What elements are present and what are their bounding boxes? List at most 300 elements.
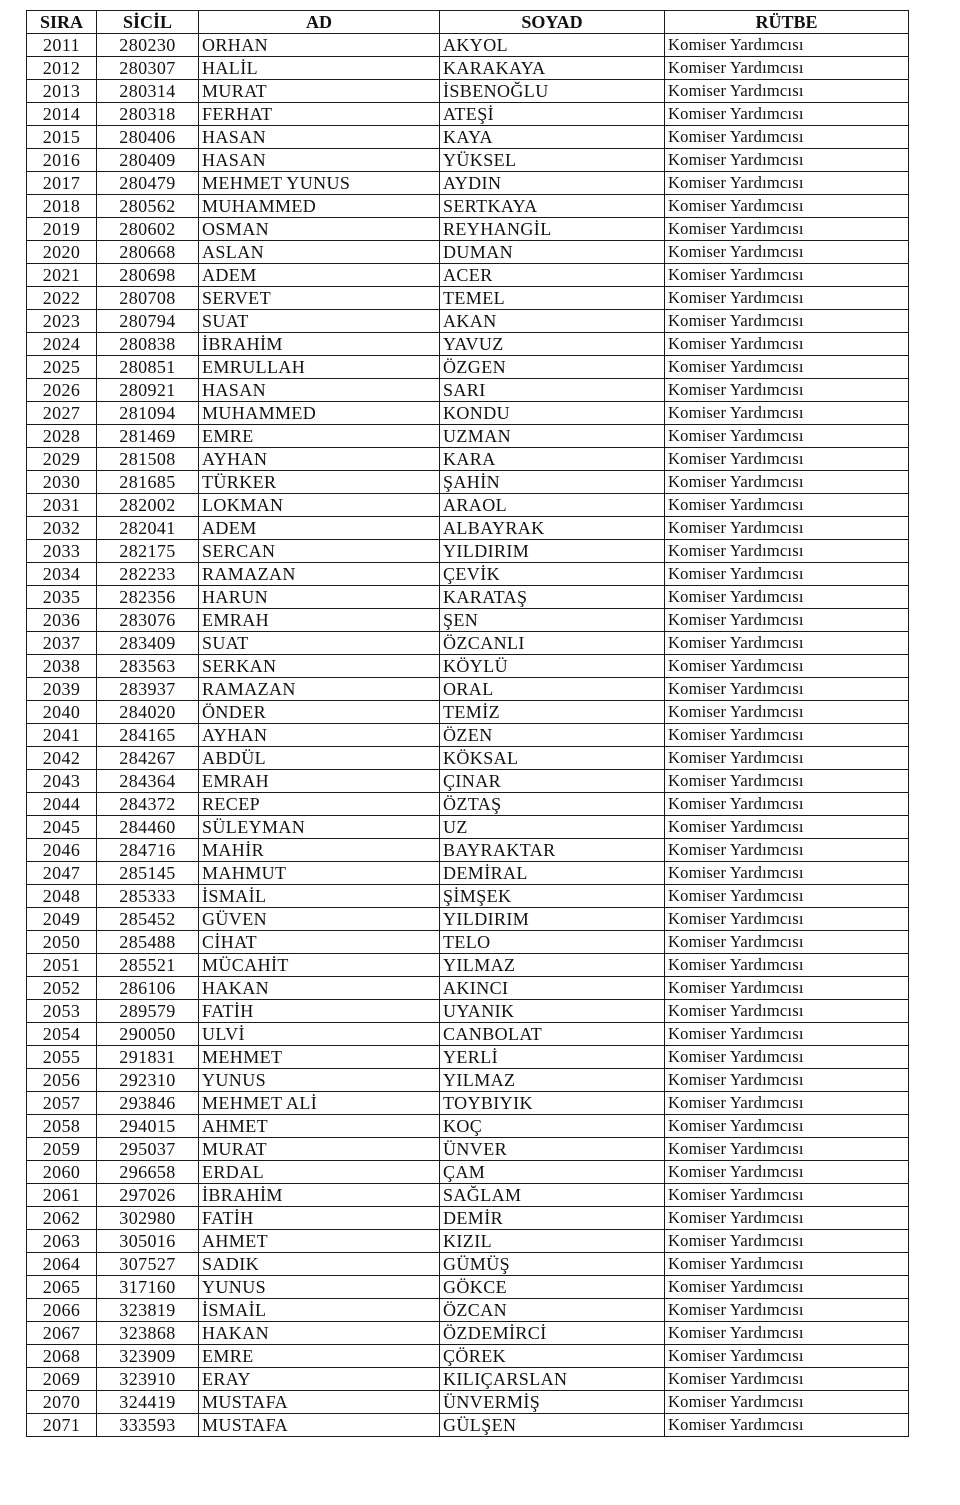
cell-ad: FATİH: [199, 1000, 440, 1023]
cell-sira: 2038: [27, 655, 97, 678]
cell-rutbe: Komiser Yardımcısı: [665, 908, 909, 931]
cell-sicil: 280851: [97, 356, 199, 379]
cell-sira: 2061: [27, 1184, 97, 1207]
cell-soyad: AKAN: [440, 310, 665, 333]
cell-soyad: AYDIN: [440, 172, 665, 195]
table-row: [27, 793, 909, 816]
cell-ad: ADEM: [199, 517, 440, 540]
cell-ad: HAKAN: [199, 1322, 440, 1345]
cell-ad: MUSTAFA: [199, 1391, 440, 1414]
table-row: [27, 954, 909, 977]
cell-rutbe: Komiser Yardımcısı: [665, 1161, 909, 1184]
header-row: [27, 11, 909, 34]
cell-rutbe: Komiser Yardımcısı: [665, 793, 909, 816]
cell-sicil: 281508: [97, 448, 199, 471]
cell-ad: EMRULLAH: [199, 356, 440, 379]
cell-sira: 2055: [27, 1046, 97, 1069]
cell-soyad: YÜKSEL: [440, 149, 665, 172]
cell-sicil: 283409: [97, 632, 199, 655]
cell-rutbe: Komiser Yardımcısı: [665, 540, 909, 563]
table-row: [27, 885, 909, 908]
cell-sicil: 302980: [97, 1207, 199, 1230]
cell-ad: İSMAİL: [199, 885, 440, 908]
cell-ad: MEHMET ALİ: [199, 1092, 440, 1115]
cell-sira: 2031: [27, 494, 97, 517]
cell-sira: 2042: [27, 747, 97, 770]
cell-soyad: YILDIRIM: [440, 540, 665, 563]
cell-soyad: SERTKAYA: [440, 195, 665, 218]
cell-ad: EMRE: [199, 425, 440, 448]
cell-sicil: 284020: [97, 701, 199, 724]
cell-rutbe: Komiser Yardımcısı: [665, 1414, 909, 1437]
cell-soyad: YILDIRIM: [440, 908, 665, 931]
cell-ad: YUNUS: [199, 1276, 440, 1299]
table-row: [27, 609, 909, 632]
cell-ad: ÖNDER: [199, 701, 440, 724]
cell-rutbe: Komiser Yardımcısı: [665, 632, 909, 655]
cell-ad: AHMET: [199, 1230, 440, 1253]
cell-soyad: ÇÖREK: [440, 1345, 665, 1368]
table-row: [27, 172, 909, 195]
cell-rutbe: Komiser Yardımcısı: [665, 310, 909, 333]
cell-rutbe: Komiser Yardımcısı: [665, 1092, 909, 1115]
cell-soyad: YILMAZ: [440, 954, 665, 977]
cell-sicil: 285452: [97, 908, 199, 931]
table-row: [27, 195, 909, 218]
table-header: [27, 11, 909, 34]
table-row: [27, 126, 909, 149]
cell-sira: 2033: [27, 540, 97, 563]
table-row: [27, 1046, 909, 1069]
cell-sicil: 292310: [97, 1069, 199, 1092]
cell-soyad: ÖZGEN: [440, 356, 665, 379]
cell-rutbe: Komiser Yardımcısı: [665, 1046, 909, 1069]
cell-sira: 2034: [27, 563, 97, 586]
cell-soyad: ÇEVİK: [440, 563, 665, 586]
cell-ad: İBRAHİM: [199, 1184, 440, 1207]
cell-sira: 2044: [27, 793, 97, 816]
table-row: [27, 287, 909, 310]
cell-ad: İSMAİL: [199, 1299, 440, 1322]
cell-ad: MÜCAHİT: [199, 954, 440, 977]
cell-sira: 2052: [27, 977, 97, 1000]
cell-rutbe: Komiser Yardımcısı: [665, 724, 909, 747]
cell-soyad: BAYRAKTAR: [440, 839, 665, 862]
cell-sicil: 296658: [97, 1161, 199, 1184]
cell-sicil: 294015: [97, 1115, 199, 1138]
cell-sicil: 281094: [97, 402, 199, 425]
cell-ad: GÜVEN: [199, 908, 440, 931]
cell-sicil: 285333: [97, 885, 199, 908]
cell-ad: MEHMET YUNUS: [199, 172, 440, 195]
cell-rutbe: Komiser Yardımcısı: [665, 448, 909, 471]
table-row: [27, 655, 909, 678]
cell-sira: 2067: [27, 1322, 97, 1345]
cell-sicil: 283563: [97, 655, 199, 678]
cell-rutbe: Komiser Yardımcısı: [665, 1115, 909, 1138]
cell-sicil: 317160: [97, 1276, 199, 1299]
table-row: [27, 931, 909, 954]
cell-soyad: KÖYLÜ: [440, 655, 665, 678]
cell-sira: 2065: [27, 1276, 97, 1299]
cell-soyad: KONDU: [440, 402, 665, 425]
cell-soyad: ACER: [440, 264, 665, 287]
cell-rutbe: Komiser Yardımcısı: [665, 103, 909, 126]
cell-soyad: İSBENOĞLU: [440, 80, 665, 103]
table-row: [27, 471, 909, 494]
cell-soyad: DUMAN: [440, 241, 665, 264]
header-sicil: SİCİL: [97, 11, 199, 34]
cell-soyad: KIZIL: [440, 1230, 665, 1253]
cell-sira: 2060: [27, 1161, 97, 1184]
cell-rutbe: Komiser Yardımcısı: [665, 1391, 909, 1414]
cell-ad: SUAT: [199, 632, 440, 655]
cell-soyad: CANBOLAT: [440, 1023, 665, 1046]
cell-soyad: ÖZTAŞ: [440, 793, 665, 816]
cell-soyad: ALBAYRAK: [440, 517, 665, 540]
cell-sicil: 280307: [97, 57, 199, 80]
cell-ad: ASLAN: [199, 241, 440, 264]
cell-sicil: 281469: [97, 425, 199, 448]
table-row: [27, 402, 909, 425]
cell-sira: 2039: [27, 678, 97, 701]
cell-sira: 2070: [27, 1391, 97, 1414]
cell-sira: 2041: [27, 724, 97, 747]
table-body: [27, 34, 909, 1437]
cell-soyad: ÇAM: [440, 1161, 665, 1184]
cell-sira: 2023: [27, 310, 97, 333]
cell-ad: RAMAZAN: [199, 678, 440, 701]
cell-ad: FERHAT: [199, 103, 440, 126]
cell-sira: 2049: [27, 908, 97, 931]
cell-rutbe: Komiser Yardımcısı: [665, 172, 909, 195]
cell-rutbe: Komiser Yardımcısı: [665, 149, 909, 172]
cell-soyad: GÖKCE: [440, 1276, 665, 1299]
cell-rutbe: Komiser Yardımcısı: [665, 885, 909, 908]
header-sira: SIRA: [27, 11, 97, 34]
cell-sicil: 280602: [97, 218, 199, 241]
table-row: [27, 977, 909, 1000]
cell-soyad: ŞEN: [440, 609, 665, 632]
table-row: [27, 1161, 909, 1184]
cell-sira: 2048: [27, 885, 97, 908]
cell-ad: ERDAL: [199, 1161, 440, 1184]
cell-rutbe: Komiser Yardımcısı: [665, 1253, 909, 1276]
cell-sicil: 284165: [97, 724, 199, 747]
cell-sicil: 282233: [97, 563, 199, 586]
cell-sira: 2058: [27, 1115, 97, 1138]
cell-sira: 2021: [27, 264, 97, 287]
cell-rutbe: Komiser Yardımcısı: [665, 1322, 909, 1345]
cell-sicil: 280318: [97, 103, 199, 126]
cell-rutbe: Komiser Yardımcısı: [665, 1000, 909, 1023]
cell-sira: 2059: [27, 1138, 97, 1161]
cell-soyad: SAĞLAM: [440, 1184, 665, 1207]
cell-rutbe: Komiser Yardımcısı: [665, 126, 909, 149]
cell-soyad: DEMİRAL: [440, 862, 665, 885]
cell-soyad: KILIÇARSLAN: [440, 1368, 665, 1391]
cell-rutbe: Komiser Yardımcısı: [665, 931, 909, 954]
table-row: [27, 1299, 909, 1322]
cell-ad: ABDÜL: [199, 747, 440, 770]
cell-sira: 2063: [27, 1230, 97, 1253]
cell-ad: SADIK: [199, 1253, 440, 1276]
cell-soyad: TEMİZ: [440, 701, 665, 724]
cell-sicil: 307527: [97, 1253, 199, 1276]
table-row: [27, 540, 909, 563]
cell-soyad: ÖZDEMİRCİ: [440, 1322, 665, 1345]
cell-soyad: ŞAHİN: [440, 471, 665, 494]
table-row: [27, 1345, 909, 1368]
cell-sira: 2051: [27, 954, 97, 977]
cell-ad: HAKAN: [199, 977, 440, 1000]
cell-rutbe: Komiser Yardımcısı: [665, 517, 909, 540]
cell-rutbe: Komiser Yardımcısı: [665, 1184, 909, 1207]
table-row: [27, 701, 909, 724]
cell-sira: 2013: [27, 80, 97, 103]
cell-soyad: ÖZEN: [440, 724, 665, 747]
cell-ad: CİHAT: [199, 931, 440, 954]
cell-rutbe: Komiser Yardımcısı: [665, 356, 909, 379]
cell-rutbe: Komiser Yardımcısı: [665, 425, 909, 448]
table-row: [27, 80, 909, 103]
table-row: [27, 1253, 909, 1276]
cell-rutbe: Komiser Yardımcısı: [665, 655, 909, 678]
cell-rutbe: Komiser Yardımcısı: [665, 494, 909, 517]
cell-soyad: ÇINAR: [440, 770, 665, 793]
cell-sira: 2026: [27, 379, 97, 402]
cell-soyad: TELO: [440, 931, 665, 954]
cell-rutbe: Komiser Yardımcısı: [665, 1023, 909, 1046]
cell-sira: 2011: [27, 34, 97, 57]
cell-sicil: 285521: [97, 954, 199, 977]
cell-rutbe: Komiser Yardımcısı: [665, 1345, 909, 1368]
cell-soyad: GÜMÜŞ: [440, 1253, 665, 1276]
table-row: [27, 563, 909, 586]
cell-sira: 2053: [27, 1000, 97, 1023]
cell-sicil: 283937: [97, 678, 199, 701]
cell-ad: HASAN: [199, 149, 440, 172]
table-row: [27, 747, 909, 770]
table-row: [27, 724, 909, 747]
cell-rutbe: Komiser Yardımcısı: [665, 678, 909, 701]
cell-rutbe: Komiser Yardımcısı: [665, 264, 909, 287]
cell-ad: RECEP: [199, 793, 440, 816]
cell-sira: 2016: [27, 149, 97, 172]
cell-sira: 2028: [27, 425, 97, 448]
header-ad: AD: [199, 11, 440, 34]
cell-sira: 2017: [27, 172, 97, 195]
cell-sicil: 323868: [97, 1322, 199, 1345]
cell-rutbe: Komiser Yardımcısı: [665, 402, 909, 425]
table-row: [27, 34, 909, 57]
cell-soyad: ÜNVERMİŞ: [440, 1391, 665, 1414]
table-row: [27, 241, 909, 264]
cell-rutbe: Komiser Yardımcısı: [665, 241, 909, 264]
table-row: [27, 908, 909, 931]
cell-ad: OSMAN: [199, 218, 440, 241]
cell-sira: 2035: [27, 586, 97, 609]
cell-ad: MURAT: [199, 80, 440, 103]
cell-sicil: 305016: [97, 1230, 199, 1253]
cell-sira: 2020: [27, 241, 97, 264]
cell-soyad: TEMEL: [440, 287, 665, 310]
cell-ad: ERAY: [199, 1368, 440, 1391]
table-row: [27, 57, 909, 80]
cell-soyad: YAVUZ: [440, 333, 665, 356]
cell-sicil: 280409: [97, 149, 199, 172]
cell-ad: SERKAN: [199, 655, 440, 678]
table-row: [27, 425, 909, 448]
cell-rutbe: Komiser Yardımcısı: [665, 379, 909, 402]
cell-ad: SERCAN: [199, 540, 440, 563]
cell-sira: 2062: [27, 1207, 97, 1230]
table-row: [27, 310, 909, 333]
cell-rutbe: Komiser Yardımcısı: [665, 1138, 909, 1161]
cell-soyad: ŞİMŞEK: [440, 885, 665, 908]
header-rutbe: RÜTBE: [665, 11, 909, 34]
cell-ad: ULVİ: [199, 1023, 440, 1046]
cell-sicil: 284460: [97, 816, 199, 839]
cell-rutbe: Komiser Yardımcısı: [665, 333, 909, 356]
cell-rutbe: Komiser Yardımcısı: [665, 954, 909, 977]
cell-rutbe: Komiser Yardımcısı: [665, 34, 909, 57]
cell-soyad: ÖZCANLI: [440, 632, 665, 655]
cell-rutbe: Komiser Yardımcısı: [665, 977, 909, 1000]
cell-rutbe: Komiser Yardımcısı: [665, 57, 909, 80]
cell-sira: 2068: [27, 1345, 97, 1368]
cell-ad: EMRAH: [199, 770, 440, 793]
cell-sira: 2069: [27, 1368, 97, 1391]
cell-ad: İBRAHİM: [199, 333, 440, 356]
cell-rutbe: Komiser Yardımcısı: [665, 563, 909, 586]
cell-sicil: 282356: [97, 586, 199, 609]
table-row: [27, 356, 909, 379]
cell-rutbe: Komiser Yardımcısı: [665, 816, 909, 839]
cell-sicil: 280668: [97, 241, 199, 264]
table-row: [27, 149, 909, 172]
cell-sira: 2057: [27, 1092, 97, 1115]
table-row: [27, 1368, 909, 1391]
table-row: [27, 678, 909, 701]
cell-soyad: ORAL: [440, 678, 665, 701]
cell-sicil: 284364: [97, 770, 199, 793]
cell-rutbe: Komiser Yardımcısı: [665, 839, 909, 862]
cell-ad: EMRAH: [199, 609, 440, 632]
cell-sira: 2043: [27, 770, 97, 793]
table-row: [27, 494, 909, 517]
cell-sira: 2027: [27, 402, 97, 425]
table-row: [27, 1230, 909, 1253]
cell-ad: ADEM: [199, 264, 440, 287]
cell-sicil: 284716: [97, 839, 199, 862]
cell-sira: 2019: [27, 218, 97, 241]
cell-soyad: ARAOL: [440, 494, 665, 517]
cell-soyad: KARAKAYA: [440, 57, 665, 80]
cell-ad: SERVET: [199, 287, 440, 310]
cell-sicil: 280921: [97, 379, 199, 402]
cell-sira: 2025: [27, 356, 97, 379]
cell-sicil: 280698: [97, 264, 199, 287]
cell-sicil: 282041: [97, 517, 199, 540]
cell-ad: HASAN: [199, 379, 440, 402]
cell-sicil: 280794: [97, 310, 199, 333]
cell-sira: 2022: [27, 287, 97, 310]
cell-sira: 2040: [27, 701, 97, 724]
cell-ad: ORHAN: [199, 34, 440, 57]
table-row: [27, 1115, 909, 1138]
cell-soyad: KÖKSAL: [440, 747, 665, 770]
cell-ad: MUHAMMED: [199, 402, 440, 425]
cell-rutbe: Komiser Yardımcısı: [665, 747, 909, 770]
cell-sicil: 290050: [97, 1023, 199, 1046]
cell-sira: 2056: [27, 1069, 97, 1092]
cell-ad: FATİH: [199, 1207, 440, 1230]
cell-sicil: 283076: [97, 609, 199, 632]
cell-sicil: 282175: [97, 540, 199, 563]
cell-sira: 2015: [27, 126, 97, 149]
cell-sicil: 293846: [97, 1092, 199, 1115]
cell-ad: MUHAMMED: [199, 195, 440, 218]
cell-sicil: 324419: [97, 1391, 199, 1414]
table-row: [27, 770, 909, 793]
cell-rutbe: Komiser Yardımcısı: [665, 471, 909, 494]
table-row: [27, 1414, 909, 1437]
table-row: [27, 333, 909, 356]
cell-soyad: UZ: [440, 816, 665, 839]
cell-soyad: DEMİR: [440, 1207, 665, 1230]
cell-soyad: REYHANGİL: [440, 218, 665, 241]
cell-ad: TÜRKER: [199, 471, 440, 494]
cell-sicil: 289579: [97, 1000, 199, 1023]
cell-sicil: 281685: [97, 471, 199, 494]
cell-soyad: KARA: [440, 448, 665, 471]
cell-rutbe: Komiser Yardımcısı: [665, 770, 909, 793]
cell-ad: HASAN: [199, 126, 440, 149]
cell-rutbe: Komiser Yardımcısı: [665, 609, 909, 632]
cell-sicil: 284267: [97, 747, 199, 770]
cell-rutbe: Komiser Yardımcısı: [665, 701, 909, 724]
cell-ad: YUNUS: [199, 1069, 440, 1092]
table-row: [27, 517, 909, 540]
cell-soyad: KARATAŞ: [440, 586, 665, 609]
cell-rutbe: Komiser Yardımcısı: [665, 586, 909, 609]
cell-ad: AHMET: [199, 1115, 440, 1138]
cell-rutbe: Komiser Yardımcısı: [665, 195, 909, 218]
cell-sicil: 291831: [97, 1046, 199, 1069]
cell-sira: 2030: [27, 471, 97, 494]
cell-ad: LOKMAN: [199, 494, 440, 517]
table-row: [27, 1276, 909, 1299]
table-row: [27, 1207, 909, 1230]
cell-soyad: UZMAN: [440, 425, 665, 448]
cell-ad: MAHİR: [199, 839, 440, 862]
cell-ad: SÜLEYMAN: [199, 816, 440, 839]
cell-ad: HARUN: [199, 586, 440, 609]
cell-rutbe: Komiser Yardımcısı: [665, 1069, 909, 1092]
cell-sira: 2036: [27, 609, 97, 632]
table-row: [27, 632, 909, 655]
cell-sicil: 280314: [97, 80, 199, 103]
cell-soyad: KOÇ: [440, 1115, 665, 1138]
cell-sira: 2018: [27, 195, 97, 218]
cell-soyad: SARI: [440, 379, 665, 402]
cell-sira: 2047: [27, 862, 97, 885]
cell-sira: 2046: [27, 839, 97, 862]
cell-soyad: AKYOL: [440, 34, 665, 57]
cell-sicil: 295037: [97, 1138, 199, 1161]
cell-sira: 2066: [27, 1299, 97, 1322]
